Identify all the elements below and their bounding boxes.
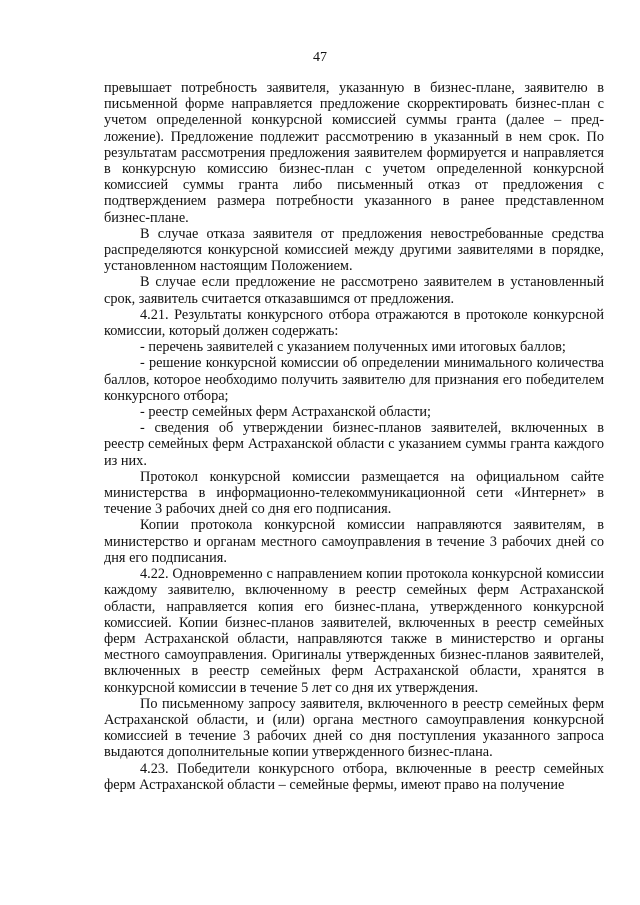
list-item-approval: - сведения об утверждении бизнес-планов заявителей, включенных в реестр семейных ферм Астраханской области с указанием суммы гранта каждого из них. — [104, 420, 604, 469]
paragraph-written-request: По письменному запросу заявителя, включенного в реестр семейных ферм Астраханской области, и (или) органа местного самоуправления конкурсной комиссией в течение 3 рабочих дней со дня поступления указанного запроса выдаются дополнительные копии утвержденного бизнес-плана. — [104, 695, 604, 761]
paragraph-4-23: 4.23. Победители конкурсного отбора, включенные в реестр семейных ферм Астраханской области – семейные фермы, имеют право на получение — [104, 760, 604, 793]
list-item-decision: - решение конкурсной комиссии об определении минимального количества баллов, которое необходимо получить заявителю для признания его победителем конкурсного отбора; — [104, 355, 604, 404]
paragraph-4-22: 4.22. Одновременно с направлением копии протокола конкурсной комиссии каждому заявителю, включенному в реестр семейных ферм Астраханской области, направляется копия его бизнес-плана, утвержденного конкурсной комиссией. Копии бизнес-планов заявителей, включенных в реестр семейных ферм Астраханской области, направляются также в министерство и органы местного самоуправления. Оригиналы утвержденных бизнес-планов заявителей, включенных в реестр семейных ферм Астраханской области, хранятся в конкурсной комиссии в течение 5 лет со дня их утверждения. — [104, 566, 604, 696]
paragraph-protocol-copies: Копии протокола конкурсной комиссии направляются заявителям, в министерство и органам местного самоуправления в течение 3 рабочих дней со дня его подписания. — [104, 517, 604, 566]
document-text — [104, 80, 604, 793]
paragraph-1: превышает потребность заявителя, указанную в бизнес-плане, заявителю в письменной форме направляется предложение скорректировать бизнес-план с учетом определенной конкурсной комиссией суммы гранта (далее – предложение). Предложение подлежит рассмотрению в указанный в нем срок. По результатам рассмотрения предложения заявителем формируется и направляется в конкурсную комиссию бизнес-план с учетом определенной конкурсной комиссией суммы гранта либо письменный отказ от предложения с подтверждением размера потребности указанного в ранее представленном бизнес-плане. — [104, 80, 604, 226]
list-item-registry: - реестр семейных ферм Астраханской области; — [140, 404, 431, 421]
paragraph-4-21: 4.21. Результаты конкурсного отбора отражаются в протоколе конкурсной комиссии, который должен содержать: — [104, 306, 604, 340]
list-item-applicants: - перечень заявителей с указанием полученных ими итоговых баллов; — [140, 339, 566, 356]
paragraph-2: В случае отказа заявителя от предложения невостребованные средства распределяются конкурсной комиссией между другими заявителями в порядке, установленном настоящим Положением. — [104, 225, 604, 275]
paragraph-3: В случае если предложение не рассмотрено заявителем в установленный срок, заявитель считается отказавшимся от предложения. — [104, 274, 604, 307]
paragraph-protocol-site: Протокол конкурсной комиссии размещается на официальном сайте министерства в информационно-телекоммуникационной сети «Интернет» в течение 3 рабочих дней со дня его подписания. — [104, 468, 604, 518]
page-number: 47 — [313, 50, 327, 65]
